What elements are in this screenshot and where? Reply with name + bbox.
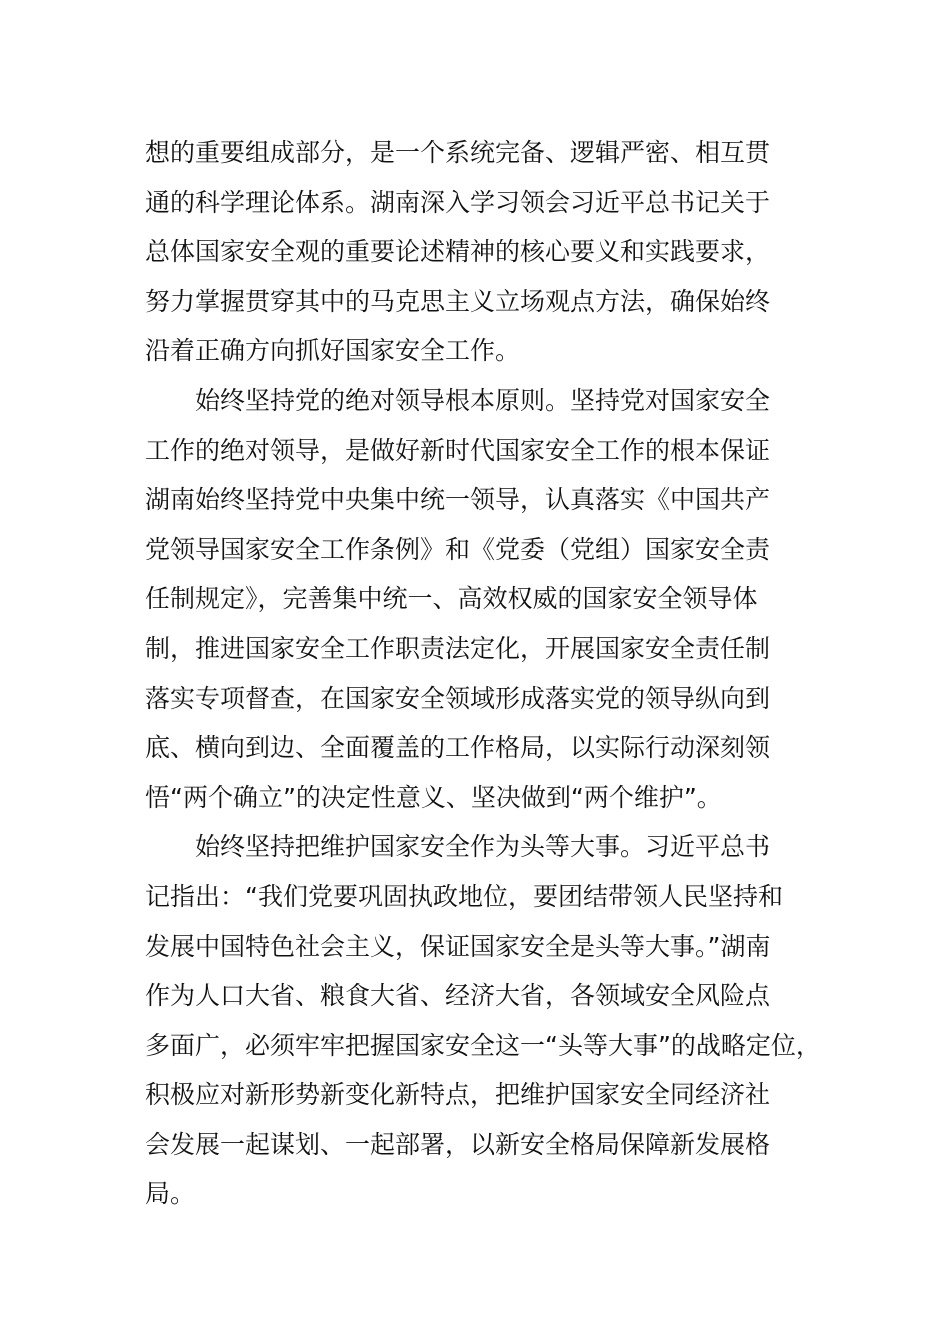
text-line: 沿着正确方向抓好国家安全工作。 (145, 336, 521, 366)
paragraph-start-line: 始终坚持党的绝对领导根本原则。坚持党对国家安全 (195, 385, 771, 415)
text-line: 积极应对新形势新变化新特点，把维护国家安全同经济社 (145, 1080, 771, 1110)
text-line: 记指出：“我们党要巩固执政地位，要团结带领人民坚持和 (145, 881, 783, 911)
text-line: 努力掌握贯穿其中的马克思主义立场观点方法，确保始终 (145, 286, 771, 316)
text-line: 任制规定》，完善集中统一、高效权威的国家安全领导体 (145, 584, 758, 614)
text-line: 制，推进国家安全工作职责法定化，开展国家安全责任制 (145, 633, 771, 663)
text-line: 作为人口大省、粮食大省、经济大省，各领域安全风险点 (145, 981, 771, 1011)
text-line: 党领导国家安全工作条例》和《党委（党组）国家安全责 (145, 534, 771, 564)
text-line: 通的科学理论体系。湖南深入学习领会习近平总书记关于 (145, 187, 771, 217)
text-line: 多面广，必须牢牢把握国家安全这一“头等大事”的战略定位， (145, 1030, 821, 1060)
text-line: 会发展一起谋划、一起部署，以新安全格局保障新发展格 (145, 1129, 771, 1159)
text-line: 想的重要组成部分，是一个系统完备、逻辑严密、相互贯 (145, 138, 771, 167)
paragraph-start-line: 始终坚持把维护国家安全作为头等大事。习近平总书 (195, 832, 771, 862)
text-line: 湖南始终坚持党中央集中统一领导，认真落实《中国共产 (145, 485, 771, 515)
text-line: 局。 (145, 1179, 196, 1209)
text-line: 悟“两个确立”的决定性意义、坚决做到“两个维护”。 (145, 782, 722, 812)
text-line: 落实专项督查，在国家安全领域形成落实党的领导纵向到 (145, 683, 771, 713)
text-line: 工作的绝对领导，是做好新时代国家安全工作的根本保证 (145, 435, 771, 465)
text-line: 底、横向到边、全面覆盖的工作格局，以实际行动深刻领 (145, 733, 771, 763)
text-line: 总体国家安全观的重要论述精神的核心要义和实践要求， (145, 237, 771, 267)
body-text (145, 128, 835, 1219)
text-line: 发展中国特色社会主义，保证国家安全是头等大事。”湖南 (145, 931, 771, 961)
